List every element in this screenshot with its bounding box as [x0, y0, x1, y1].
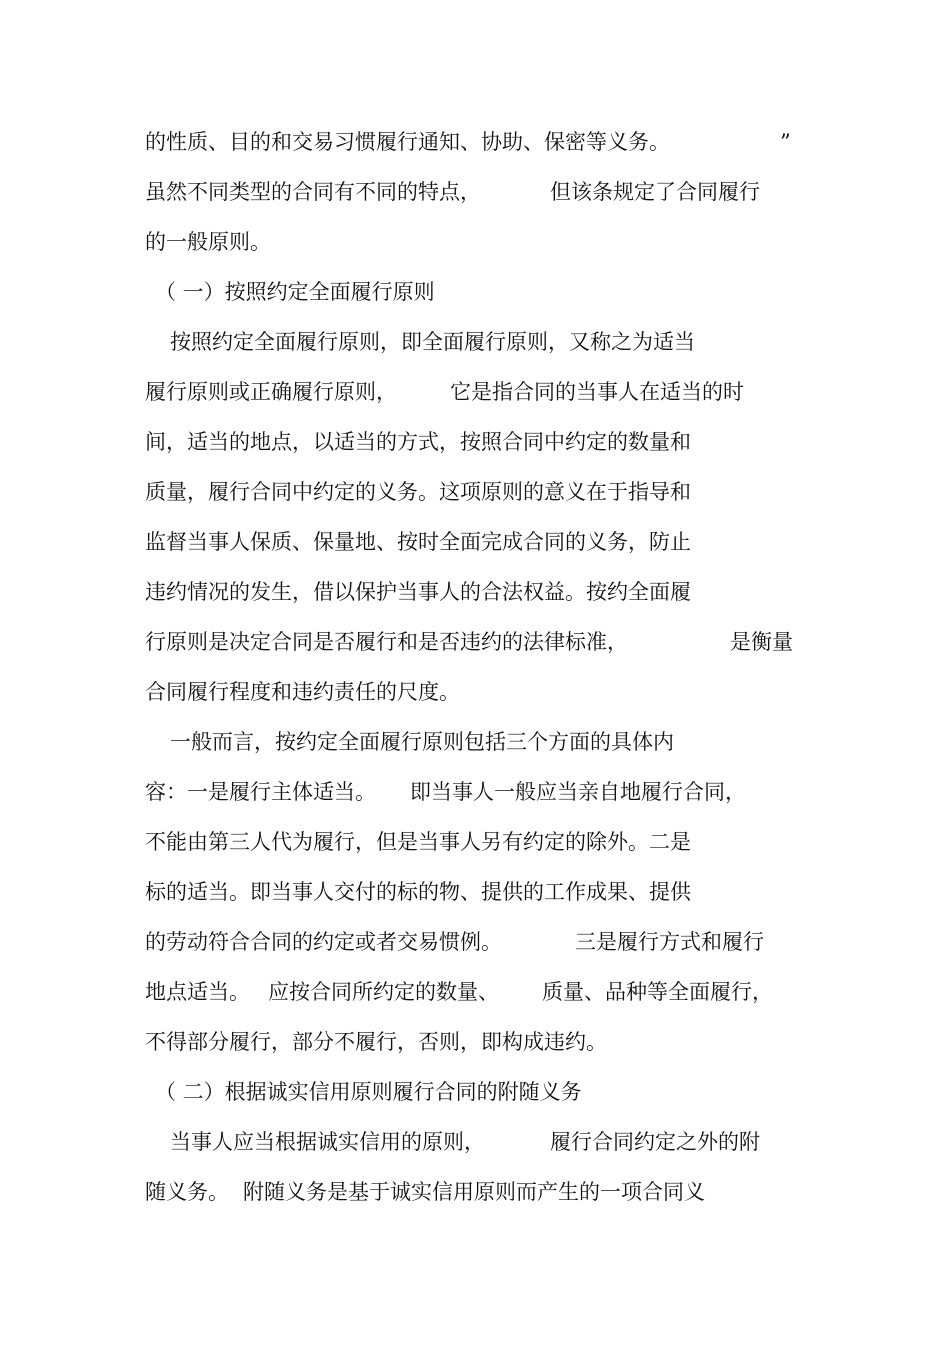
text-segment: 质量，履行合同中约定的义务。这项原则的意义在于指导和 — [145, 480, 691, 504]
text-segment: 标的适当。即当事人交付的标的物、提供的工作成果、提供 — [145, 880, 691, 904]
text-segment: 行原则是决定合同是否履行和是否违约的法律标准， — [145, 630, 628, 654]
text-segment: 不能由第三人代为履行，但是当事人另有约定的除外。二是 — [145, 830, 691, 854]
text-segment: 附随义务是基于诚实信用原则而产生的一项合同义 — [243, 1180, 705, 1204]
text-segment: 但该条规定了合同履行 — [550, 180, 760, 204]
text-segment: 随义务。 — [145, 1180, 229, 1204]
text-segment: （ 一）按照约定全面履行原则 — [155, 280, 435, 304]
text-segment: 按照约定全面履行原则，即全面履行原则，又称之为适当 — [170, 330, 695, 354]
text-segment: 监督当事人保质、保量地、按时全面完成合同的义务，防止 — [145, 530, 691, 554]
text-segment: 间，适当的地点，以适当的方式，按照合同中约定的数量和 — [145, 430, 691, 454]
text-segment: 应按合同所约定的数量、 — [268, 980, 499, 1004]
text-segment: 的一般原则。 — [145, 230, 271, 254]
text-segment: 即当事人一般应当亲自地履行合同， — [410, 780, 746, 804]
text-segment: 虽然不同类型的合同有不同的特点， — [145, 180, 481, 204]
text-segment: 的劳动符合合同的约定或者交易惯例。 — [145, 930, 502, 954]
text-segment: 地点适当。 — [145, 980, 250, 1004]
text-segment: 它是指合同的当事人在适当的时 — [450, 380, 744, 404]
text-segment: 合同履行程度和违约责任的尺度。 — [145, 680, 460, 704]
text-segment: 当事人应当根据诚实信用的原则， — [170, 1130, 485, 1154]
text-segment: 三是履行方式和履行 — [575, 930, 764, 954]
text-segment: 容：一是履行主体适当。 — [145, 780, 376, 804]
text-segment: 履行合同约定之外的附 — [550, 1130, 760, 1154]
text-segment: 的性质、目的和交易习惯履行通知、协助、保密等义务。 — [145, 130, 670, 154]
text-segment: 一般而言，按约定全面履行原则包括三个方面的具体内 — [170, 730, 674, 754]
text-segment: ” — [780, 130, 791, 154]
text-segment: 质量、品种等全面履行， — [542, 980, 773, 1004]
text-segment: 履行原则或正确履行原则， — [145, 380, 397, 404]
text-segment: （ 二）根据诚实信用原则履行合同的附随义务 — [155, 1080, 582, 1104]
text-segment: 违约情况的发生，借以保护当事人的合法权益。按约全面履 — [145, 580, 691, 604]
text-segment: 是衡量 — [730, 630, 793, 654]
text-segment: 不得部分履行，部分不履行，否则，即构成违约。 — [145, 1030, 607, 1054]
